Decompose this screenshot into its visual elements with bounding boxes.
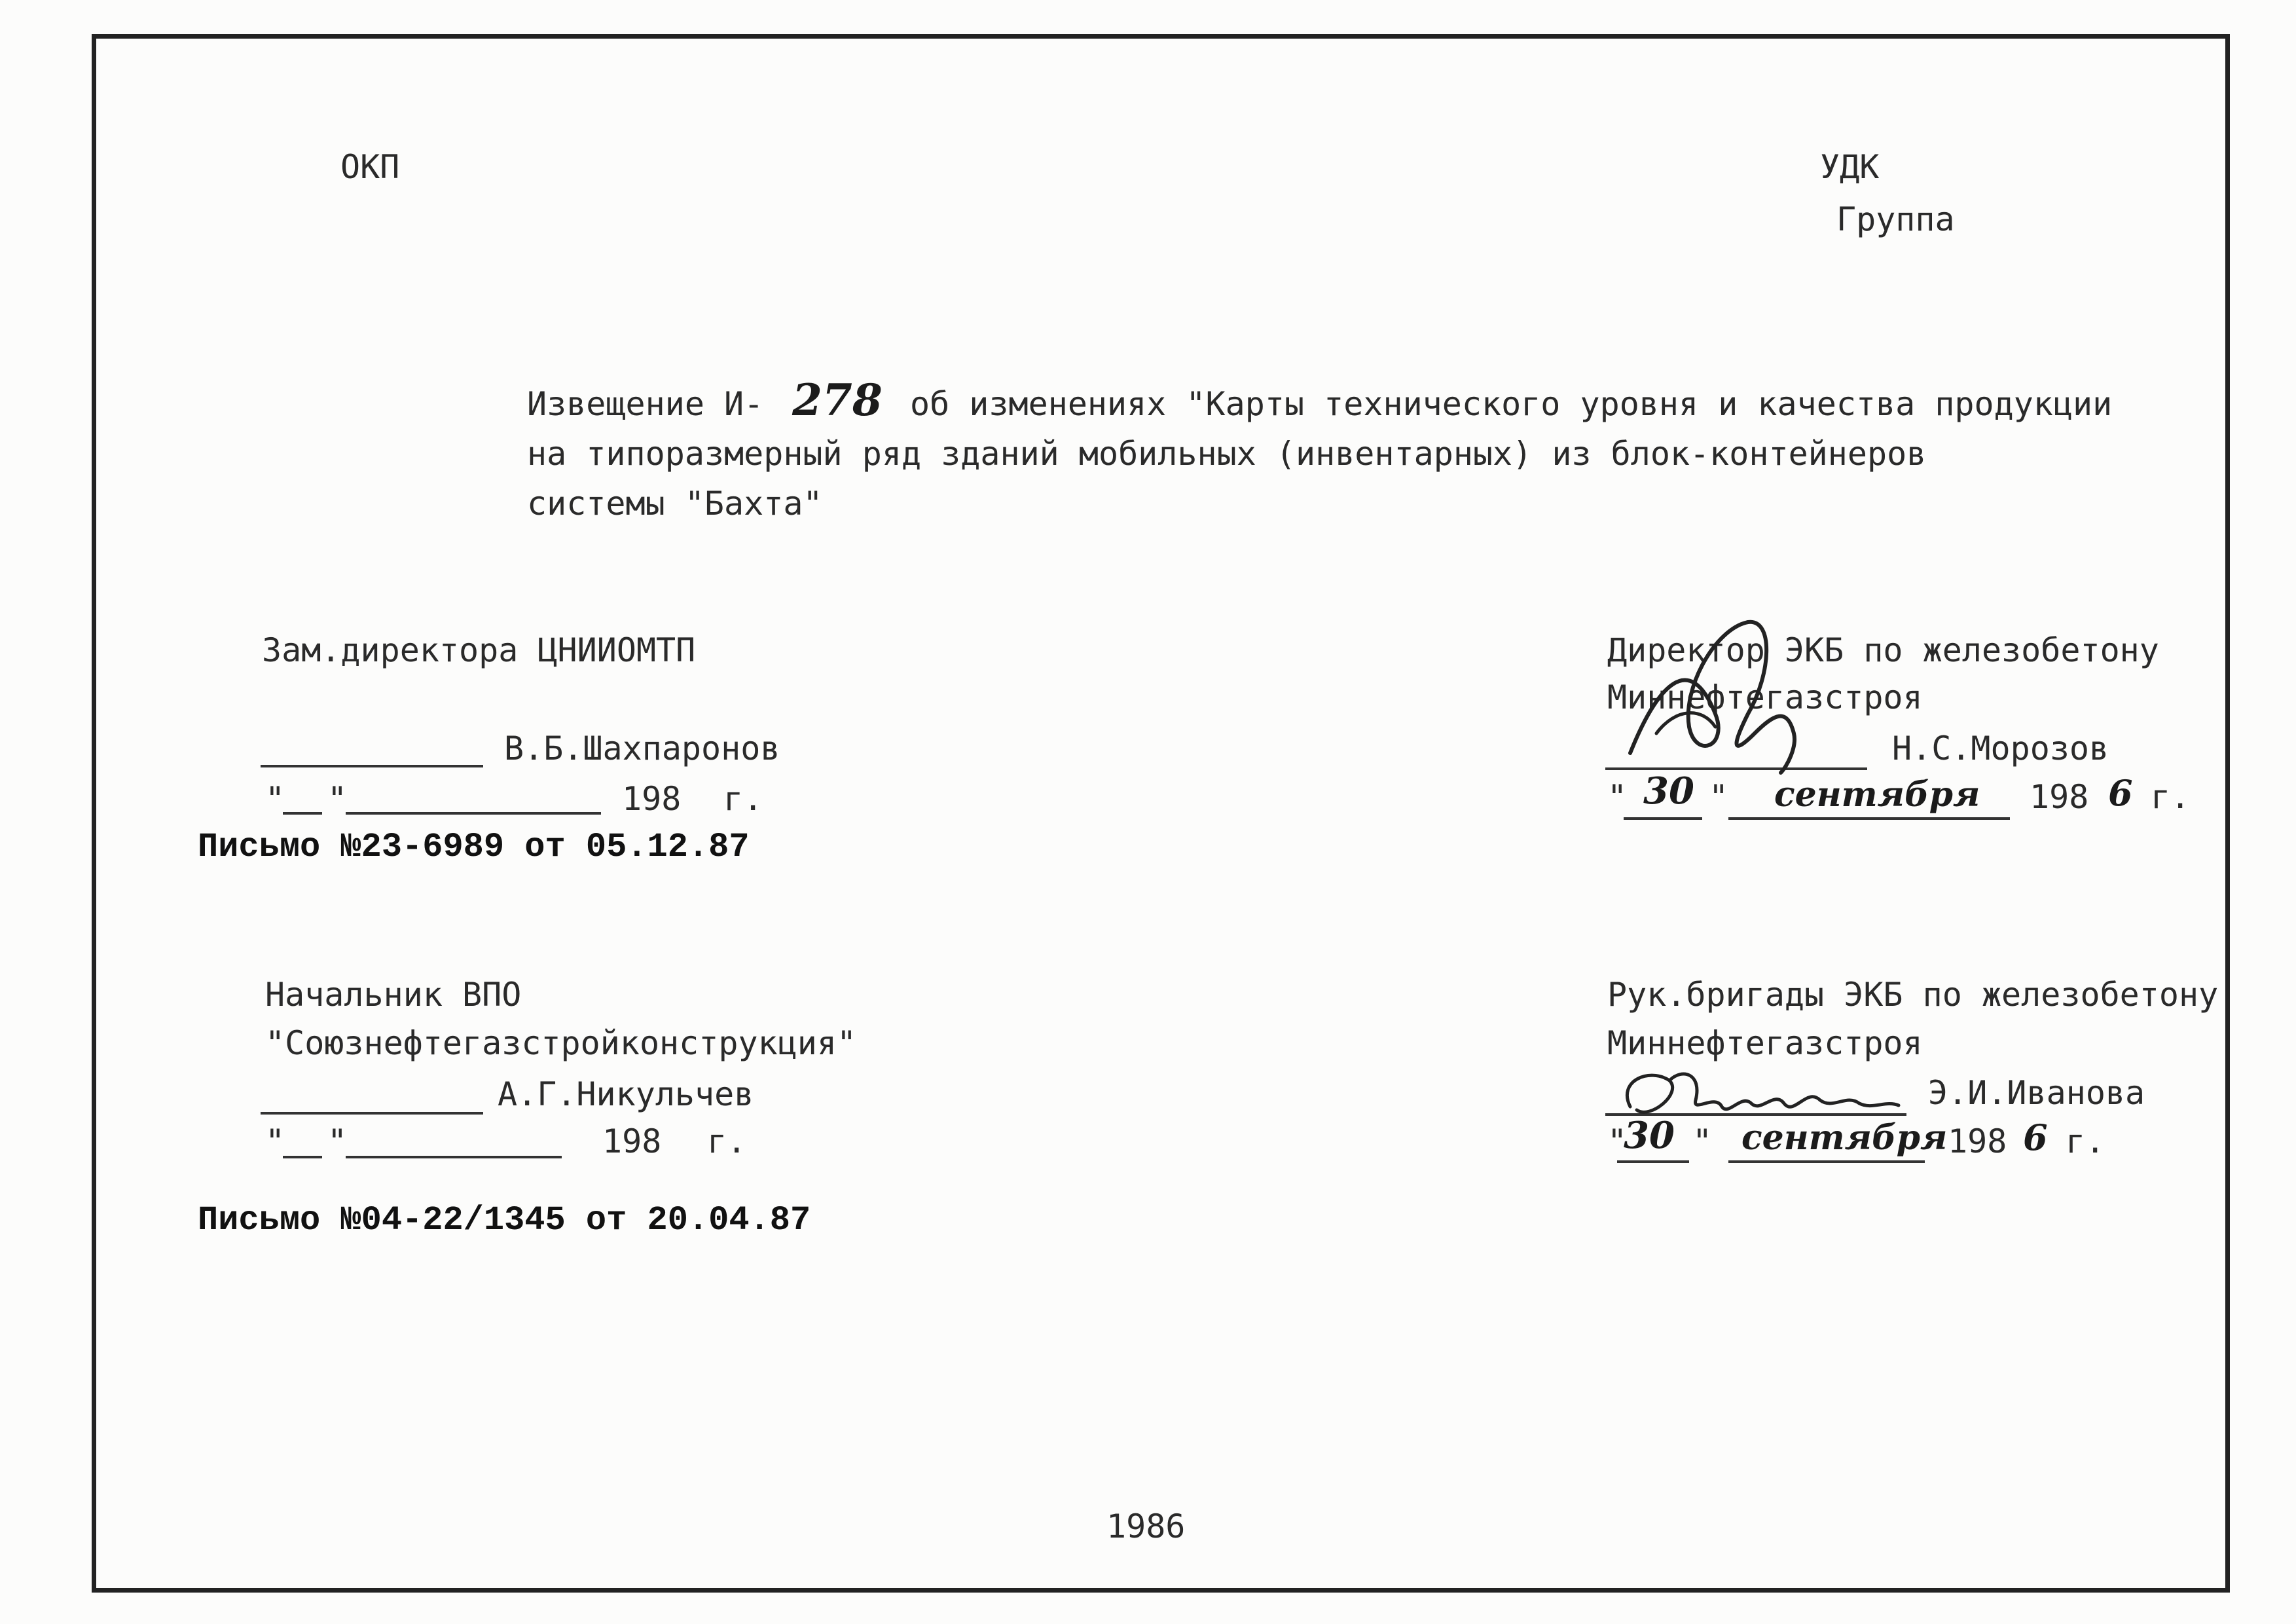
month-line — [346, 1156, 562, 1158]
signatory-org: Миннефтегазстроя — [1607, 1024, 1923, 1062]
date-year: 198 — [622, 780, 682, 818]
group-label: Группа — [1836, 200, 1955, 238]
letter-reference: Письмо №23-6989 от 05.12.87 — [198, 828, 750, 866]
date-year-digit: 6 — [2108, 772, 2133, 814]
date-quote-close: " — [327, 1122, 348, 1160]
date-year-prefix: 198 — [2030, 778, 2089, 816]
signatory-title: Зам.директора ЦНИИОМТП — [262, 631, 696, 669]
signatory-org: "Союзнефтегазстройконструкция" — [265, 1024, 857, 1062]
month-line — [346, 812, 601, 815]
signatory-title: Директор ЭКБ по железобетону — [1607, 631, 2159, 669]
signatory-name: Н.С.Морозов — [1892, 729, 2109, 767]
date-year-prefix: 198 — [1948, 1122, 2007, 1160]
month-line — [1728, 817, 2010, 820]
date-quote-open: " — [265, 1122, 285, 1160]
notice-line1: об изменениях "Карты технического уровня и качества продукции — [910, 385, 2113, 423]
day-line — [1624, 817, 1702, 820]
date-year: 198 — [602, 1122, 662, 1160]
date-day: 30 — [1643, 769, 1694, 813]
notice-prefix: Извещение И- — [527, 385, 764, 423]
signatory-title: Рук.бригады ЭКБ по железобетону — [1607, 976, 2219, 1014]
signatory-org: Миннефтегазстроя — [1607, 678, 1923, 716]
day-line — [283, 812, 322, 815]
okp-label: ОКП — [340, 148, 400, 186]
signature-line — [261, 1112, 483, 1115]
date-quote-open: " — [265, 780, 285, 818]
day-line — [283, 1156, 322, 1158]
date-month: сентября — [1741, 1118, 1948, 1158]
day-line — [1617, 1160, 1689, 1163]
notice-line2: на типоразмерный ряд зданий мобильных (инвентарных) из блок-контейнеров — [527, 435, 1927, 473]
signature-line — [261, 765, 483, 767]
signatory-name: А.Г.Никульчев — [498, 1075, 754, 1113]
notice-line3: системы "Бахта" — [527, 485, 823, 523]
signatory-name: В.Б.Шахпаронов — [504, 729, 780, 767]
udk-label: УДК — [1820, 148, 1880, 186]
date-year-suffix: г. — [723, 780, 763, 818]
date-month: сентября — [1774, 775, 1980, 815]
date-year-suffix: г. — [2066, 1122, 2105, 1160]
date-year-digit: 6 — [2023, 1116, 2048, 1158]
date-quote-open: " — [1607, 1122, 1628, 1160]
date-year-suffix: г. — [2151, 778, 2191, 816]
signatory-title: Начальник ВПО — [265, 976, 522, 1014]
letter-reference: Письмо №04-22/1345 от 20.04.87 — [198, 1201, 811, 1240]
director-signature — [1617, 609, 1853, 779]
notice-number: 278 — [792, 375, 883, 426]
date-day: 30 — [1624, 1114, 1675, 1157]
signatory-name: Э.И.Иванова — [1928, 1074, 2145, 1112]
footer-year: 1986 — [1106, 1507, 1186, 1545]
date-quote-open: " — [1607, 778, 1628, 816]
date-quote-close: " — [1709, 778, 1729, 816]
date-quote-close: " — [327, 780, 348, 818]
date-quote-close: " — [1692, 1122, 1713, 1160]
date-year-suffix: г. — [707, 1122, 747, 1160]
month-line — [1728, 1160, 1925, 1163]
